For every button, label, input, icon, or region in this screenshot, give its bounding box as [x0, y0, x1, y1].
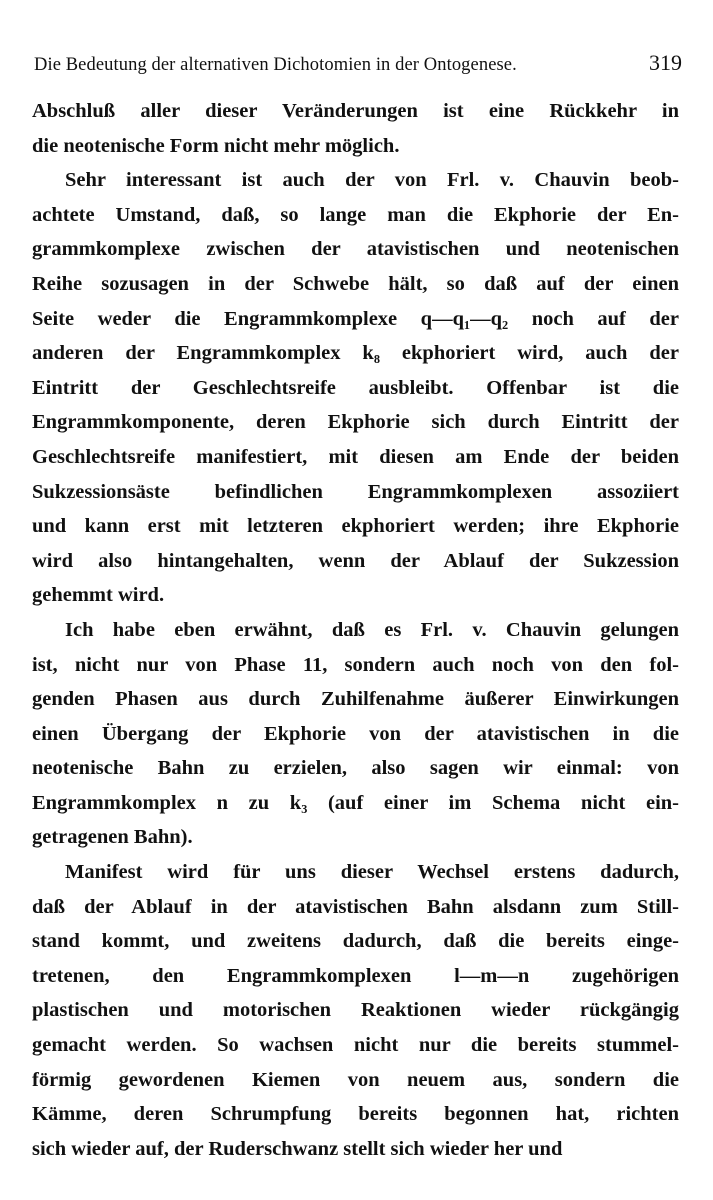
text-line: plastischen und motorischen Reaktionen wieder rückgängig	[32, 999, 679, 1022]
text-line: Sukzessionsäste befindlichen Engrammkomplexen assoziiert	[32, 480, 679, 503]
text-line: daß der Ablauf in der atavistischen Bahn alsdann zum Still-	[32, 895, 679, 918]
text-line: Eintritt der Geschlechtsreife ausbleibt. Offenbar ist die	[32, 376, 679, 399]
text-line: Manifest wird für uns dieser Wechsel erstens dadurch,	[65, 861, 679, 884]
text-line: achtete Umstand, daß, so lange man die Ekphorie der En-	[32, 203, 679, 226]
paragraph	[32, 855, 679, 1166]
text-line: getragenen Bahn).	[32, 826, 193, 849]
running-title: Die Bedeutung der alternativen Dichotomien in der Ontogenese.	[34, 55, 517, 75]
text-line: wird also hintangehalten, wenn der Ablauf der Sukzession	[32, 549, 679, 572]
text-line: gemacht werden. So wachsen nicht nur die bereits stummel-	[32, 1034, 679, 1057]
text-line: einen Übergang der Ekphorie von der atavistischen in die	[32, 722, 679, 745]
paragraph	[32, 163, 679, 613]
text-line: stand kommt, und zweitens dadurch, daß die bereits einge-	[32, 930, 679, 953]
text-line: Ich habe eben erwähnt, daß es Frl. v. Chauvin gelungen	[65, 618, 679, 641]
text-line: gehemmt wird.	[32, 584, 165, 607]
text-line: Geschlechtsreife manifestiert, mit diesen am Ende der beiden	[32, 445, 679, 468]
text-line: grammkomplexe zwischen der atavistischen und neotenischen	[32, 238, 679, 261]
text-line: Abschluß aller dieser Veränderungen ist eine Rückkehr in	[32, 100, 679, 122]
body-text	[32, 94, 679, 1166]
text-line: Kämme, deren Schrumpfung bereits begonnen hat, richten	[32, 1103, 679, 1126]
text-line: Sehr interessant ist auch der von Frl. v. Chauvin beob-	[65, 169, 679, 192]
paragraph	[32, 613, 679, 855]
text-line: und kann erst mit letzteren ekphoriert werden; ihre Ekphorie	[32, 515, 679, 538]
text-line: sich wieder auf, der Ruderschwanz stellt sich wieder her und	[32, 1137, 563, 1160]
text-line: Engrammkomponente, deren Ekphorie sich durch Eintritt der	[32, 411, 679, 434]
text-line: Reihe sozusagen in der Schwebe hält, so daß auf der einen	[32, 272, 679, 295]
text-line: tretenen, den Engrammkomplexen l—m—n zugehörigen	[32, 964, 679, 987]
text-line: ist, nicht nur von Phase 11, sondern auch noch von den fol-	[32, 653, 679, 676]
text-line: Seite weder die Engrammkomplexe q—q₁—q₂ noch auf der	[32, 307, 679, 330]
text-line: genden Phasen aus durch Zuhilfenahme äußerer Einwirkungen	[32, 688, 679, 711]
text-line: anderen der Engrammkomplex k₈ ekphoriert wird, auch der	[32, 342, 679, 365]
text-line: neotenische Bahn zu erzielen, also sagen wir einmal: von	[32, 757, 679, 780]
text-line: die neotenische Form nicht mehr möglich.	[32, 134, 400, 157]
text-line: Engrammkomplex n zu k₃ (auf einer im Schema nicht ein-	[32, 791, 679, 814]
paragraph	[32, 94, 679, 163]
page-number: 319	[649, 50, 682, 75]
running-head	[34, 50, 682, 82]
text-line: förmig gewordenen Kiemen von neuem aus, sondern die	[32, 1068, 679, 1091]
